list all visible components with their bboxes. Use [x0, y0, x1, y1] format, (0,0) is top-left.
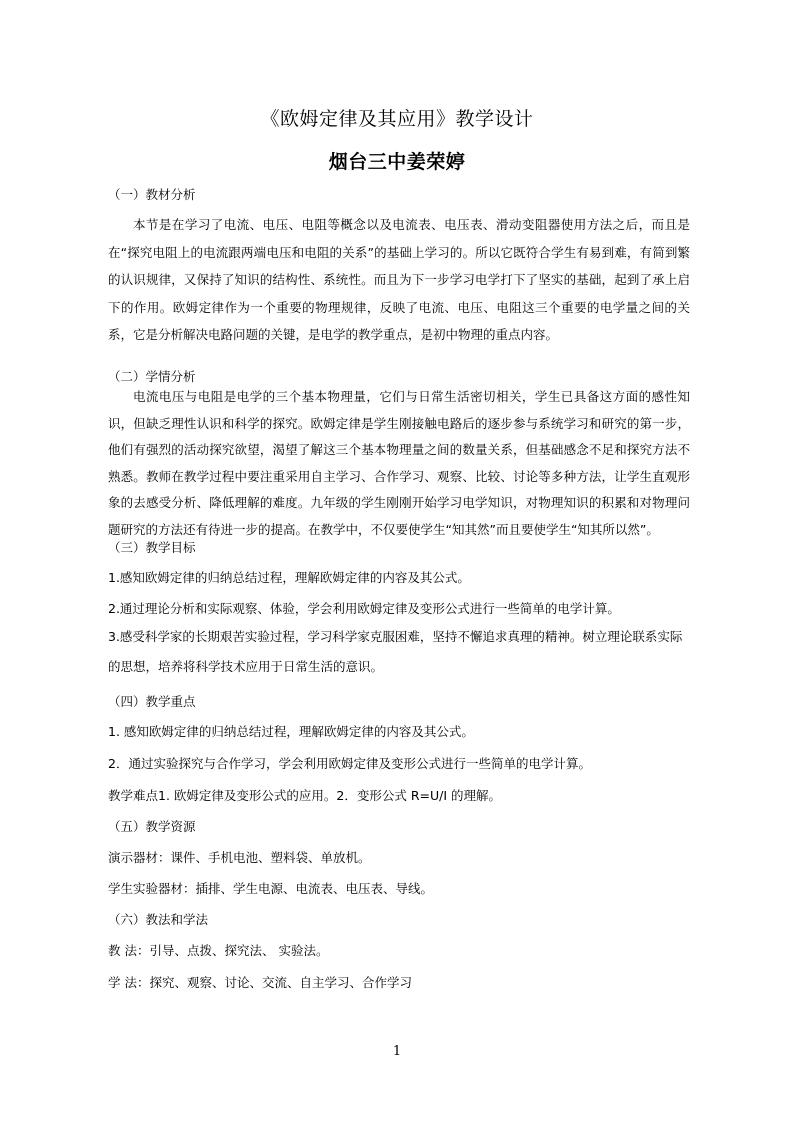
key-point-item: 1. 感知欧姆定律的归纳总结过程，理解欧姆定律的内容及其公式。 [108, 724, 474, 739]
learning-method-line: 学 法：探究、观察、讨论、交流、自主学习、合作学习 [108, 975, 412, 990]
section-paragraph-student-analysis: 电流电压与电阻是电学的三个基本物理量，它们与日常生活密切相关，学生已具备这方面的感性知识，但缺乏理性认识和科学的探究。欧姆定律是学生刚接触电路后的逐步参与系统学习和研究的第一步，他们有强烈的活动探究欲望，渴望了解这三个基本物理量之间的数量关系，但基础感念不足和探究方法不熟悉。教师在教学过程中要注重采用自主学习、合作学习、观察、比较、讨论等多种方法，让学生直观形象的去感受分析、降低理解的难度。九年级的学生刚刚开始学习电学知识，对物理知识的积累和对物理问题研究的方法还有待进一步的提高。在教学中，不仅要使学生“知其然”而且要使学生“知其所以然”。 [108, 389, 690, 537]
document-author: 烟台三中姜荣婷 [328, 151, 466, 173]
teaching-goal-item: 3.感受科学家的长期艰苦实验过程，学习科学家克服困难，坚持不懈追求真理的精神。树立理论联系实际的思想，培养将科学技术应用于日常生活的意识。 [108, 629, 683, 674]
teaching-method-line: 教 法：引导、点拨、探究法、 实验法。 [108, 943, 329, 958]
key-point-item: 2．通过实验探究与合作学习，学会利用欧姆定律及变形公式进行一些简单的电学计算。 [108, 756, 591, 771]
section-heading-textbook-analysis: （一）教材分析 [108, 187, 196, 202]
section-heading-teaching-methods: （六）教法和学法 [108, 912, 209, 927]
document-title: 《欧姆定律及其应用》教学设计 [260, 108, 534, 130]
page-number: 1 [392, 1044, 402, 1059]
section-paragraph-textbook-analysis: 本节是在学习了电流、电压、电阻等概念以及电流表、电压表、滑动变阻器使用方法之后，而且是在“探究电阻上的电流跟两端电压和电阻的关系”的基础上学习的。所以它既符合学生有易到难，有简到繁的认识规律，又保持了知识的结构性、系统性。而且为下一步学习电学打下了坚实的基础，起到了承上启下的作用。欧姆定律作为一个重要的物理规律，反映了电流、电压、电阻这三个重要的电学量之间的关系，它是分析解决电路问题的关键，是电学的教学重点，是初中物理的重点内容。 [108, 217, 690, 342]
section-heading-student-analysis: （二）学情分析 [108, 369, 196, 384]
teaching-difficulty-line: 教学难点1. 欧姆定律及变形公式的应用。2．变形公式 R=U/I 的理解。 [108, 788, 502, 803]
section-heading-teaching-resources: （五）教学资源 [108, 819, 196, 834]
section-heading-teaching-key-points: （四）教学重点 [108, 694, 196, 709]
resource-item: 演示器材：课件、手机电池、塑料袋、单放机。 [108, 850, 371, 865]
teaching-goal-item: 1.感知欧姆定律的归纳总结过程，理解欧姆定律的内容及其公式。 [108, 570, 470, 585]
resource-item: 学生实验器材：插排、学生电源、电流表、电压表、导线。 [108, 881, 434, 896]
section-heading-teaching-goals: （三）教学目标 [108, 540, 196, 555]
teaching-goal-item: 2.通过理论分析和实际观察、体验，学会利用欧姆定律及变形公式进行一些简单的电学计算。 [108, 601, 620, 616]
